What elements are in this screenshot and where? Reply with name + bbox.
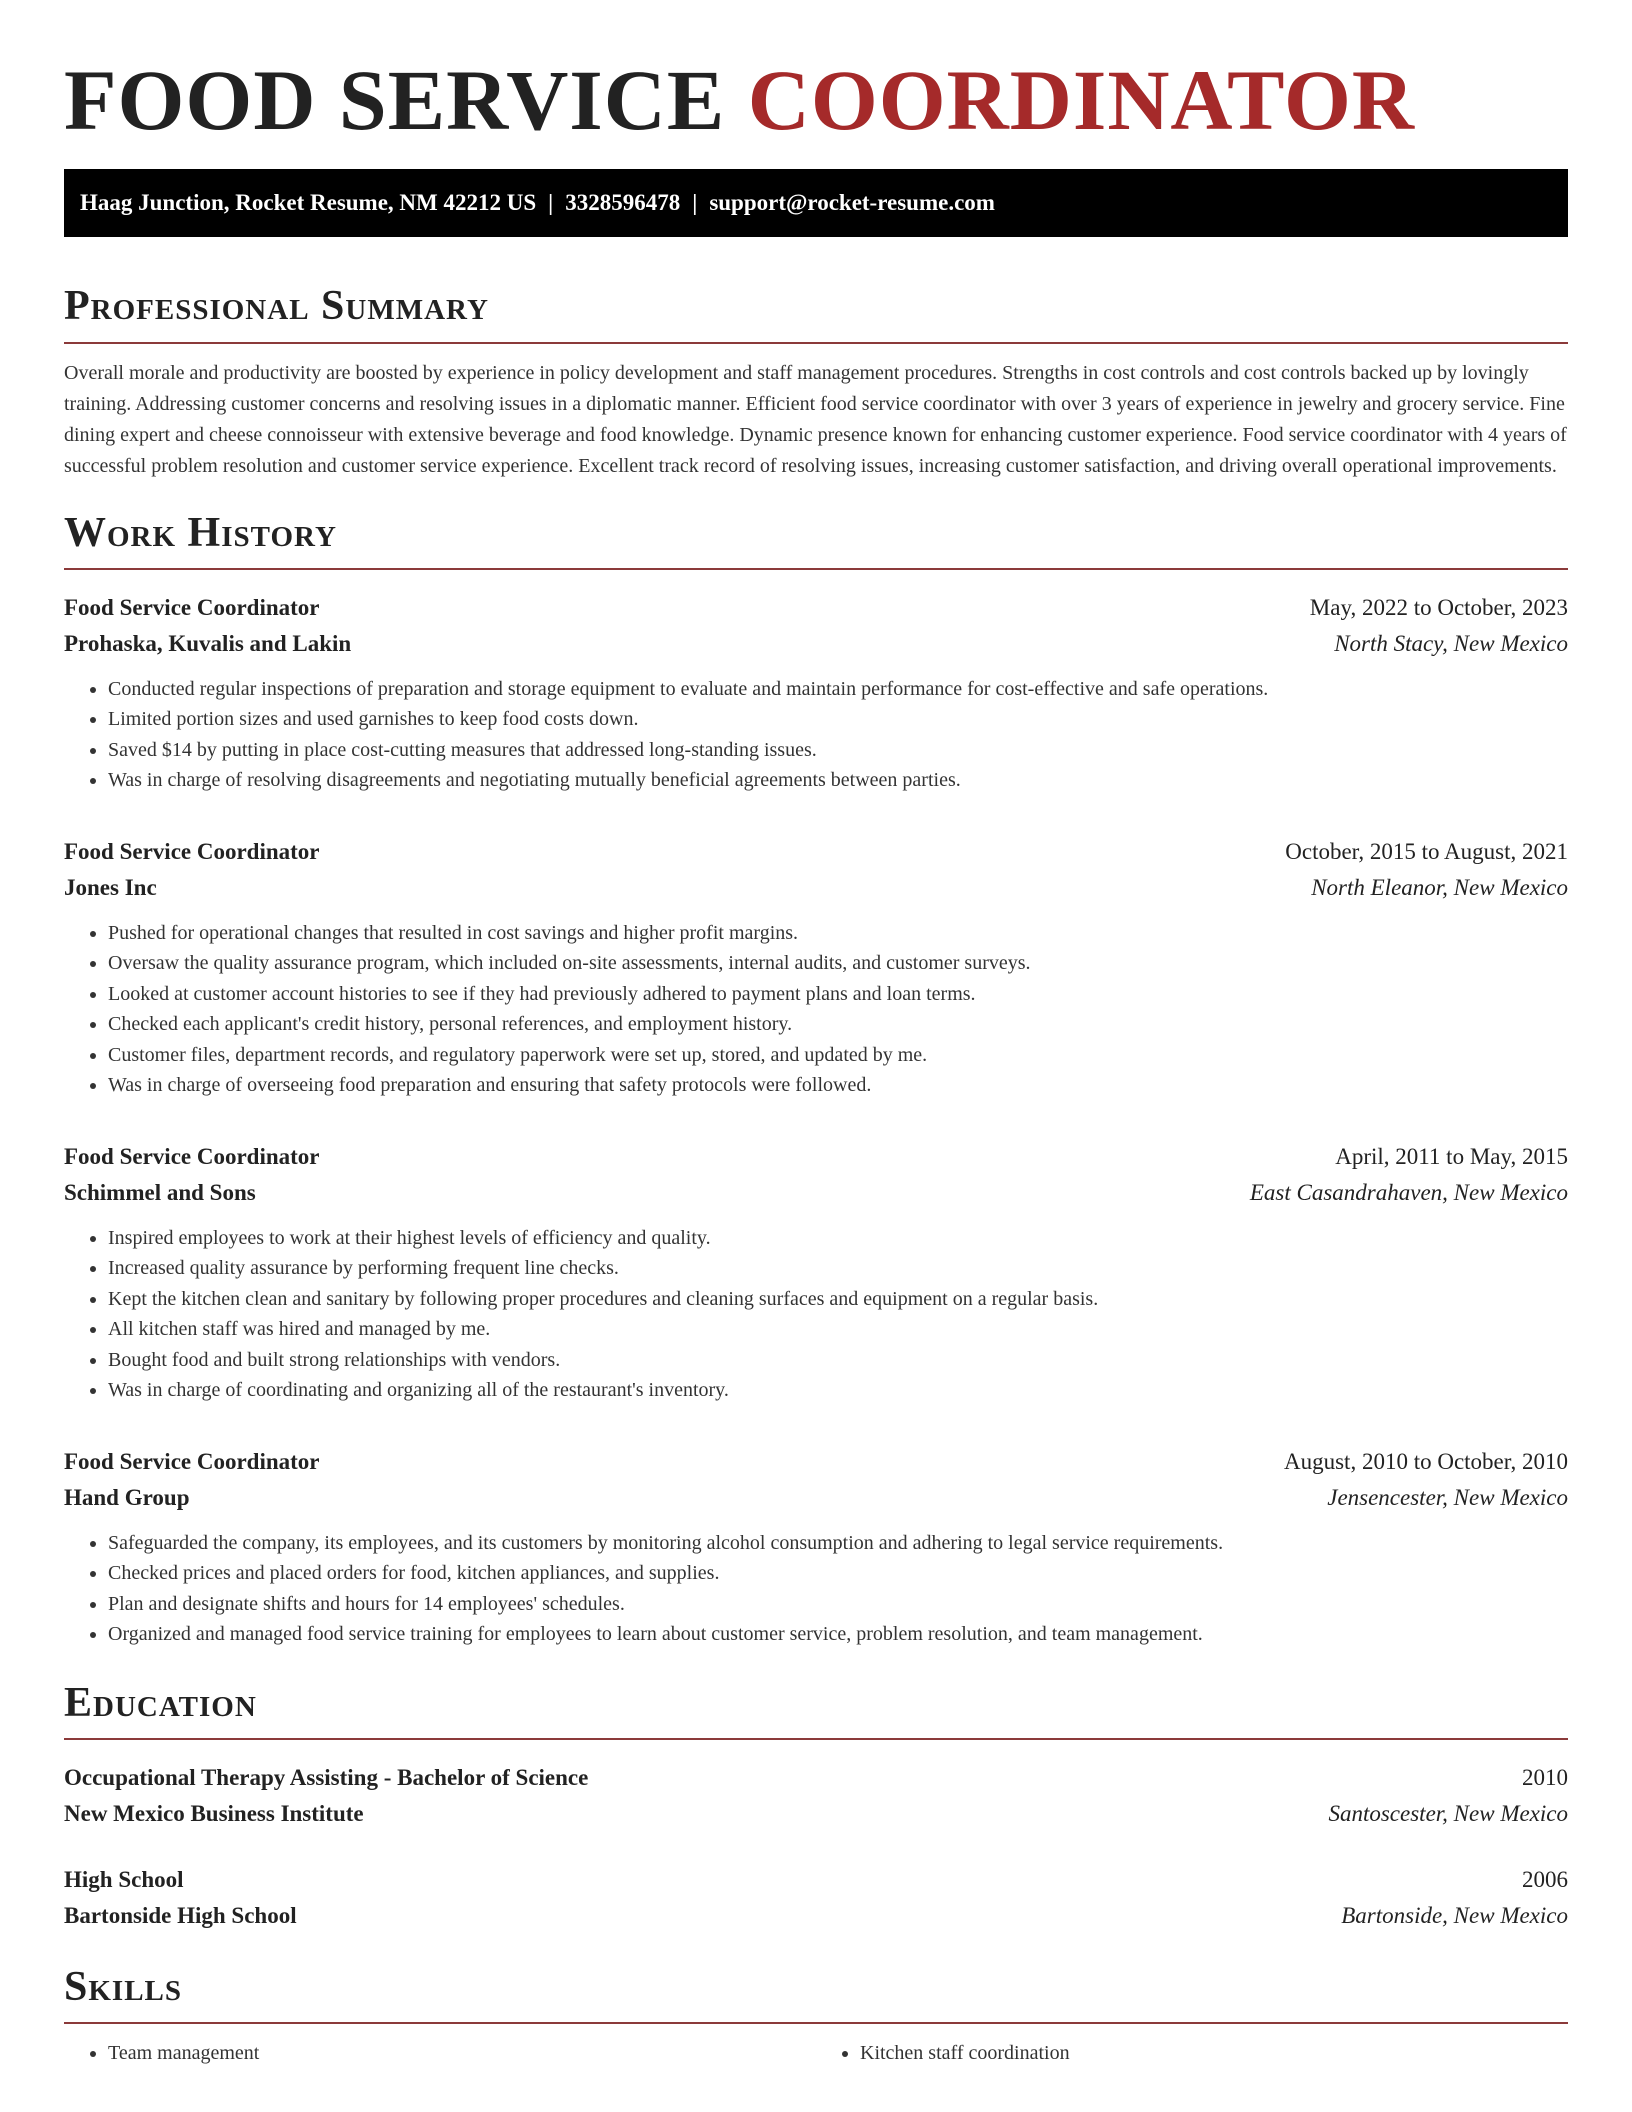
contact-bar — [64, 169, 1568, 237]
education-entry — [64, 1760, 1568, 1832]
education-school-row — [64, 1898, 1568, 1934]
contact-phone[interactable]: 3328596478 — [565, 190, 681, 216]
job-title: Food Service Coordinator — [64, 1143, 320, 1169]
job-bullet: • Kept the kitchen clean and sanitary by following proper procedures and cleaning surfaces and equipment on a regular basis. — [108, 1284, 1568, 1315]
skills-column-left — [64, 2038, 816, 2068]
job-bullet: • Plan and designate shifts and hours for 14 employees' schedules. — [108, 1589, 1568, 1620]
job-bullet: • Checked prices and placed orders for food, kitchen appliances, and supplies. — [108, 1558, 1568, 1589]
job-company: Schimmel and Sons — [64, 1179, 256, 1205]
summary-text: Overall morale and productivity are boosted by experience in policy development and staff management procedures. Strengths in cost controls and cost controls backed up by lovingly training. Addressing customer concerns and resolving issues in a diplomatic manner. Efficient food service coordinator with over 3 years of experience in jewelry and grocery service. Fine dining expert and cheese connoisseur with extensive beverage and food knowledge. Dynamic presence known for enhancing customer experience. Food service coordinator with 4 years of successful problem resolution and customer service experience. Excellent track record of resolving issues, increasing customer satisfaction, and driving overall operational improvements. — [64, 361, 1567, 477]
education-location: Bartonside, New Mexico — [1341, 1903, 1568, 1929]
job-company-row — [64, 1175, 1568, 1211]
job-header-row — [64, 834, 1568, 870]
job-dates: October, 2015 to August, 2021 — [1285, 838, 1568, 864]
job-entry — [64, 1444, 1568, 1650]
job-bullet: • Was in charge of coordinating and organizing all of the restaurant's inventory. — [108, 1375, 1568, 1406]
job-entry — [64, 1139, 1568, 1406]
job-title: Food Service Coordinator — [64, 594, 320, 620]
job-bullets — [64, 1528, 1568, 1650]
contact-address: Haag Junction, Rocket Resume, NM 42212 US — [80, 190, 537, 216]
job-bullets — [64, 674, 1568, 796]
education-degree-row — [64, 1760, 1568, 1796]
job-title: Food Service Coordinator — [64, 838, 320, 864]
job-bullet: • Checked each applicant's credit history, personal references, and employment history. — [108, 1009, 1568, 1040]
job-dates: May, 2022 to October, 2023 — [1309, 594, 1568, 620]
job-location: North Stacy, New Mexico — [1334, 630, 1568, 656]
job-bullet: • Customer files, department records, and regulatory paperwork were set up, stored, and updated by me. — [108, 1040, 1568, 1071]
education-degree: High School — [64, 1867, 184, 1893]
job-company: Hand Group — [64, 1484, 190, 1510]
job-bullet: • Was in charge of resolving disagreements and negotiating mutually beneficial agreements between parties. — [108, 765, 1568, 796]
job-bullet: • Oversaw the quality assurance program, which included on-site assessments, internal audits, and customer surveys. — [108, 948, 1568, 979]
job-dates: August, 2010 to October, 2010 — [1284, 1448, 1568, 1474]
education-location: Santoscester, New Mexico — [1328, 1801, 1568, 1827]
education-school: Bartonside High School — [64, 1903, 297, 1929]
page-title — [64, 50, 1568, 151]
job-company: Prohaska, Kuvalis and Lakin — [64, 630, 352, 656]
job-bullet: • Looked at customer account histories to see if they had previously adhered to payment plans and loan terms. — [108, 979, 1568, 1010]
job-bullet: • Bought food and built strong relationships with vendors. — [108, 1345, 1568, 1376]
job-company-row — [64, 626, 1568, 662]
job-location: Jensencester, New Mexico — [1327, 1484, 1568, 1510]
work-history-heading: Work History — [64, 510, 1568, 570]
summary-heading: Professional Summary — [64, 283, 1568, 343]
skill-item: • Team management — [108, 2038, 816, 2068]
job-bullets — [64, 918, 1568, 1101]
skills-list — [64, 2038, 1568, 2068]
job-bullet: • Safeguarded the company, its employees, and its customers by monitoring alcohol consumption and adhering to legal service requirements. — [108, 1528, 1568, 1559]
contact-email[interactable]: support@rocket-resume.com — [709, 190, 995, 216]
contact-separator: | — [548, 190, 554, 216]
job-bullet: • Increased quality assurance by performing frequent line checks. — [108, 1253, 1568, 1284]
job-bullet: • Conducted regular inspections of preparation and storage equipment to evaluate and maintain performance for cost-effective and safe operations. — [108, 674, 1568, 705]
job-bullet: • Saved $14 by putting in place cost-cutting measures that addressed long-standing issues. — [108, 735, 1568, 766]
education-school-row — [64, 1796, 1568, 1832]
job-bullets — [64, 1223, 1568, 1406]
job-location: East Casandrahaven, New Mexico — [1249, 1179, 1568, 1205]
education-degree-row — [64, 1862, 1568, 1898]
job-bullet: • Pushed for operational changes that resulted in cost savings and higher profit margins. — [108, 918, 1568, 949]
education-entry — [64, 1862, 1568, 1934]
contact-separator: | — [692, 190, 698, 216]
title-accent: COORDINATOR — [747, 52, 1415, 148]
job-dates: April, 2011 to May, 2015 — [1335, 1143, 1568, 1169]
job-company-row — [64, 870, 1568, 906]
skill-item: • Kitchen staff coordination — [860, 2038, 1568, 2068]
education-heading: Education — [64, 1680, 1568, 1740]
education-year: 2010 — [1522, 1765, 1568, 1791]
skills-column-right — [816, 2038, 1568, 2068]
job-header-row — [64, 1444, 1568, 1480]
education-degree: Occupational Therapy Assisting - Bachelor of Science — [64, 1765, 589, 1791]
job-bullet: • Limited portion sizes and used garnishes to keep food costs down. — [108, 704, 1568, 735]
title-main: FOOD SERVICE — [64, 52, 726, 148]
education-school: New Mexico Business Institute — [64, 1801, 364, 1827]
job-title: Food Service Coordinator — [64, 1448, 320, 1474]
job-entry — [64, 834, 1568, 1101]
job-entry — [64, 590, 1568, 796]
job-company-row — [64, 1480, 1568, 1516]
education-year: 2006 — [1522, 1867, 1568, 1893]
job-header-row — [64, 590, 1568, 626]
job-company: Jones Inc — [64, 874, 157, 900]
job-location: North Eleanor, New Mexico — [1311, 874, 1568, 900]
job-bullet: • Was in charge of overseeing food preparation and ensuring that safety protocols were followed. — [108, 1070, 1568, 1101]
job-bullet: • All kitchen staff was hired and managed by me. — [108, 1314, 1568, 1345]
job-bullet: • Organized and managed food service training for employees to learn about customer service, problem resolution, and team management. — [108, 1619, 1568, 1650]
job-bullet: • Inspired employees to work at their highest levels of efficiency and quality. — [108, 1223, 1568, 1254]
skills-heading: Skills — [64, 1964, 1568, 2024]
job-header-row — [64, 1139, 1568, 1175]
